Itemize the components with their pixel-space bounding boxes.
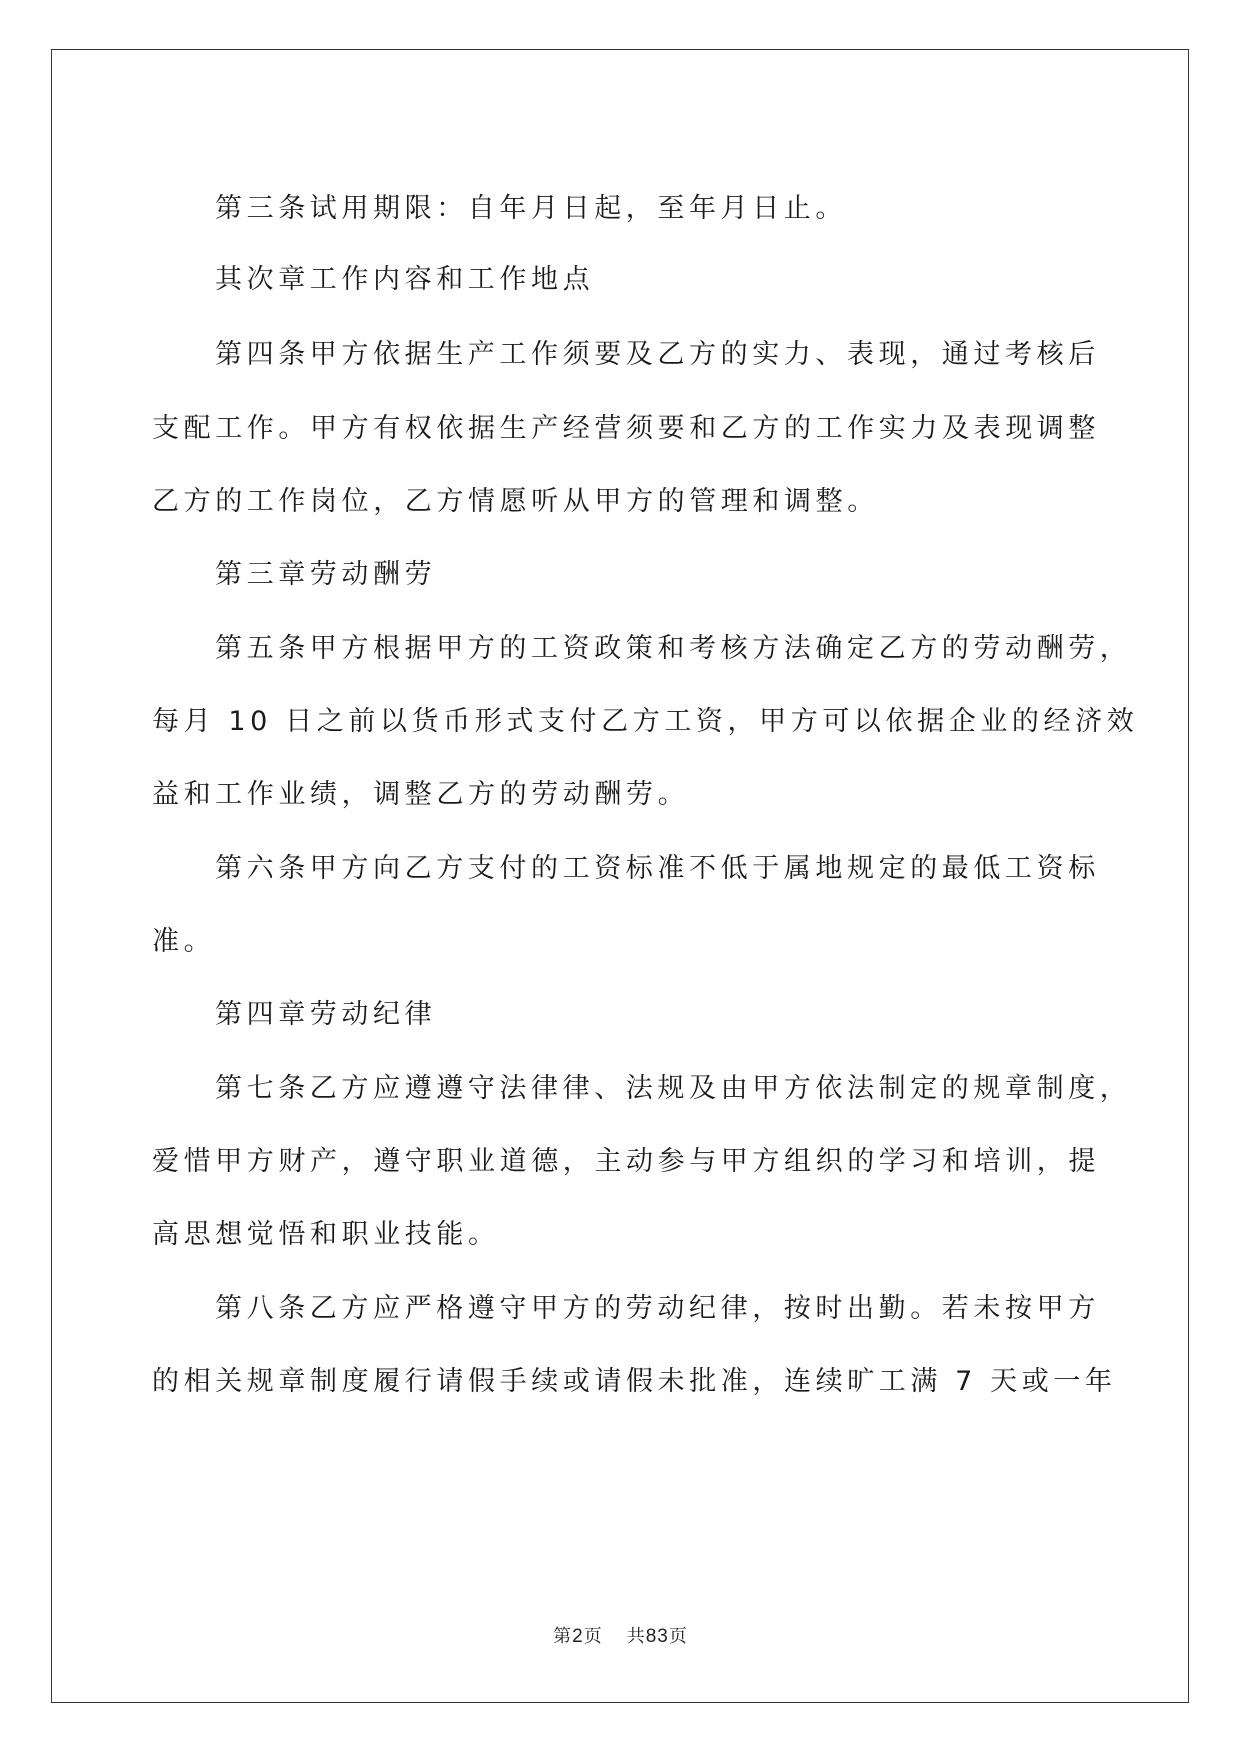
article-7-line-2: 爱惜甲方财产，遵守职业道德，主动参与甲方组织的学习和培训，提 bbox=[152, 1146, 1100, 1177]
chapter-4-heading: 第四章劳动纪律 bbox=[215, 999, 437, 1030]
article-4-line-3: 乙方的工作岗位，乙方情愿听从甲方的管理和调整。 bbox=[152, 486, 879, 517]
article-7-line-1: 第七条乙方应遵遵守法律律、法规及由甲方依法制定的规章制度， bbox=[215, 1073, 1132, 1104]
chapter-3-heading: 第三章劳动酬劳 bbox=[215, 559, 437, 590]
total-suffix: 页 bbox=[668, 1626, 688, 1646]
article-8-line-2: 的相关规章制度履行请假手续或请假未批准，连续旷工满 7 天或一年 bbox=[152, 1366, 1117, 1397]
page-suffix: 页 bbox=[583, 1626, 603, 1646]
article-6-line-1: 第六条甲方向乙方支付的工资标准不低于属地规定的最低工资标 bbox=[215, 853, 1100, 884]
page-number: 2 bbox=[572, 1626, 584, 1647]
page-footer bbox=[0, 1622, 1241, 1648]
total-pages: 83 bbox=[645, 1626, 669, 1647]
article-4-line-1: 第四条甲方依据生产工作须要及乙方的实力、表现，通过考核后 bbox=[215, 339, 1100, 370]
article-6-line-2: 准。 bbox=[152, 926, 216, 957]
total-prefix: 共 bbox=[626, 1626, 646, 1646]
chapter-2-heading: 其次章工作内容和工作地点 bbox=[215, 264, 595, 295]
article-3-trial-period: 第三条试用期限：自年月日起，至年月日止。 bbox=[215, 193, 847, 224]
article-8-line-1: 第八条乙方应严格遵守甲方的劳动纪律，按时出勤。若未按甲方 bbox=[215, 1293, 1100, 1324]
article-5-line-1: 第五条甲方根据甲方的工资政策和考核方法确定乙方的劳动酬劳， bbox=[215, 633, 1132, 664]
page-prefix: 第 bbox=[553, 1626, 573, 1646]
article-5-line-2: 每月 10 日之前以货币形式支付乙方工资，甲方可以依据企业的经济效 bbox=[152, 706, 1139, 737]
article-5-line-3: 益和工作业绩，调整乙方的劳动酬劳。 bbox=[152, 779, 690, 810]
article-7-line-3: 高思想觉悟和职业技能。 bbox=[152, 1219, 500, 1250]
article-4-line-2: 支配工作。甲方有权依据生产经营须要和乙方的工作实力及表现调整 bbox=[152, 413, 1100, 444]
